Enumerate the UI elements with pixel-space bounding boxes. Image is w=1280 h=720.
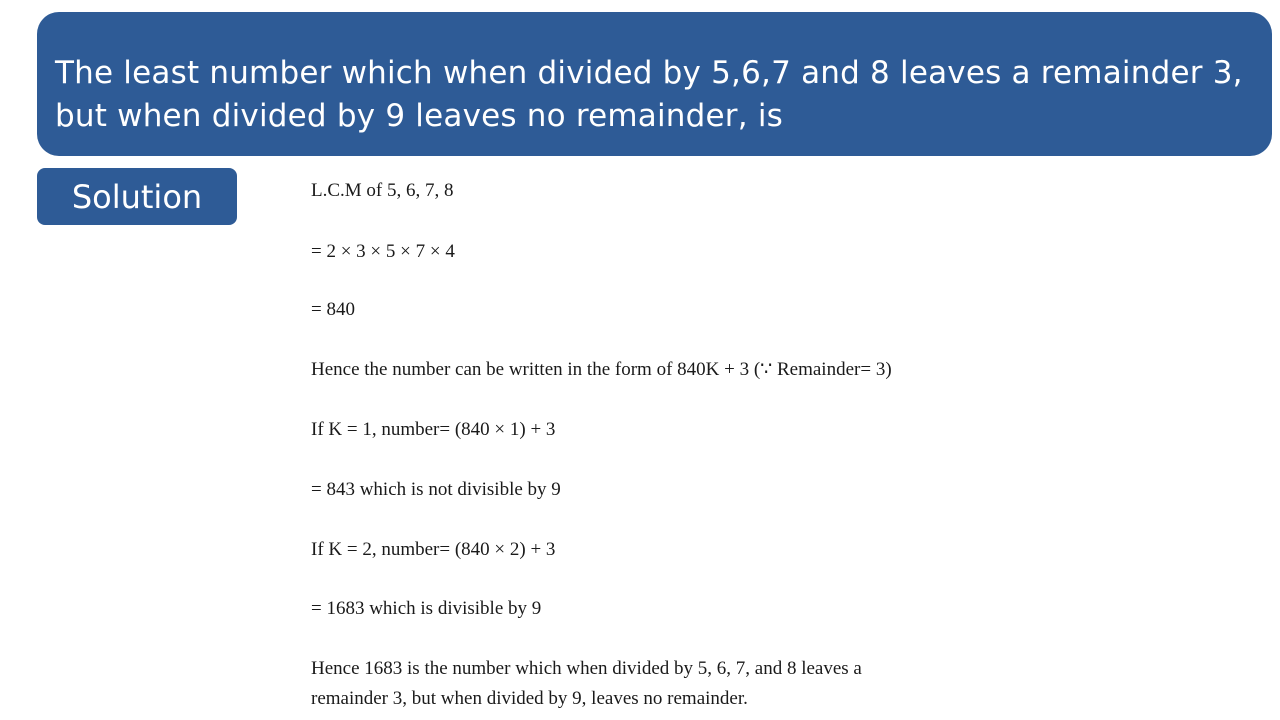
solution-step-k2: If K = 2, number= (840 × 2) + 3 bbox=[311, 539, 556, 560]
solution-step-general-form: Hence the number can be written in the form of 840K + 3 (∵ Remainder= 3) bbox=[311, 359, 892, 380]
solution-step-lcm-heading: L.C.M of 5, 6, 7, 8 bbox=[311, 180, 454, 201]
solution-step-k1: If K = 1, number= (840 × 1) + 3 bbox=[311, 419, 556, 440]
solution-conclusion-line-1: Hence 1683 is the number which when divided by 5, 6, 7, and 8 leaves a bbox=[311, 658, 862, 679]
solution-step-k1-result: = 843 which is not divisible by 9 bbox=[311, 479, 561, 500]
question-text: The least number which when divided by 5,6,7 and 8 leaves a remainder 3, but when divided by 9 leaves no remainder, is bbox=[55, 55, 1243, 134]
solution-step-k2-result: = 1683 which is divisible by 9 bbox=[311, 598, 542, 619]
solution-badge bbox=[37, 168, 237, 225]
solution-step-lcm-product: = 2 × 3 × 5 × 7 × 4 bbox=[311, 241, 455, 262]
solution-step-lcm-value: = 840 bbox=[311, 299, 355, 320]
solution-conclusion-line-2: remainder 3, but when divided by 9, leaves no remainder. bbox=[311, 688, 748, 709]
solution-steps bbox=[311, 0, 1071, 720]
solution-label: Solution bbox=[71, 177, 203, 216]
